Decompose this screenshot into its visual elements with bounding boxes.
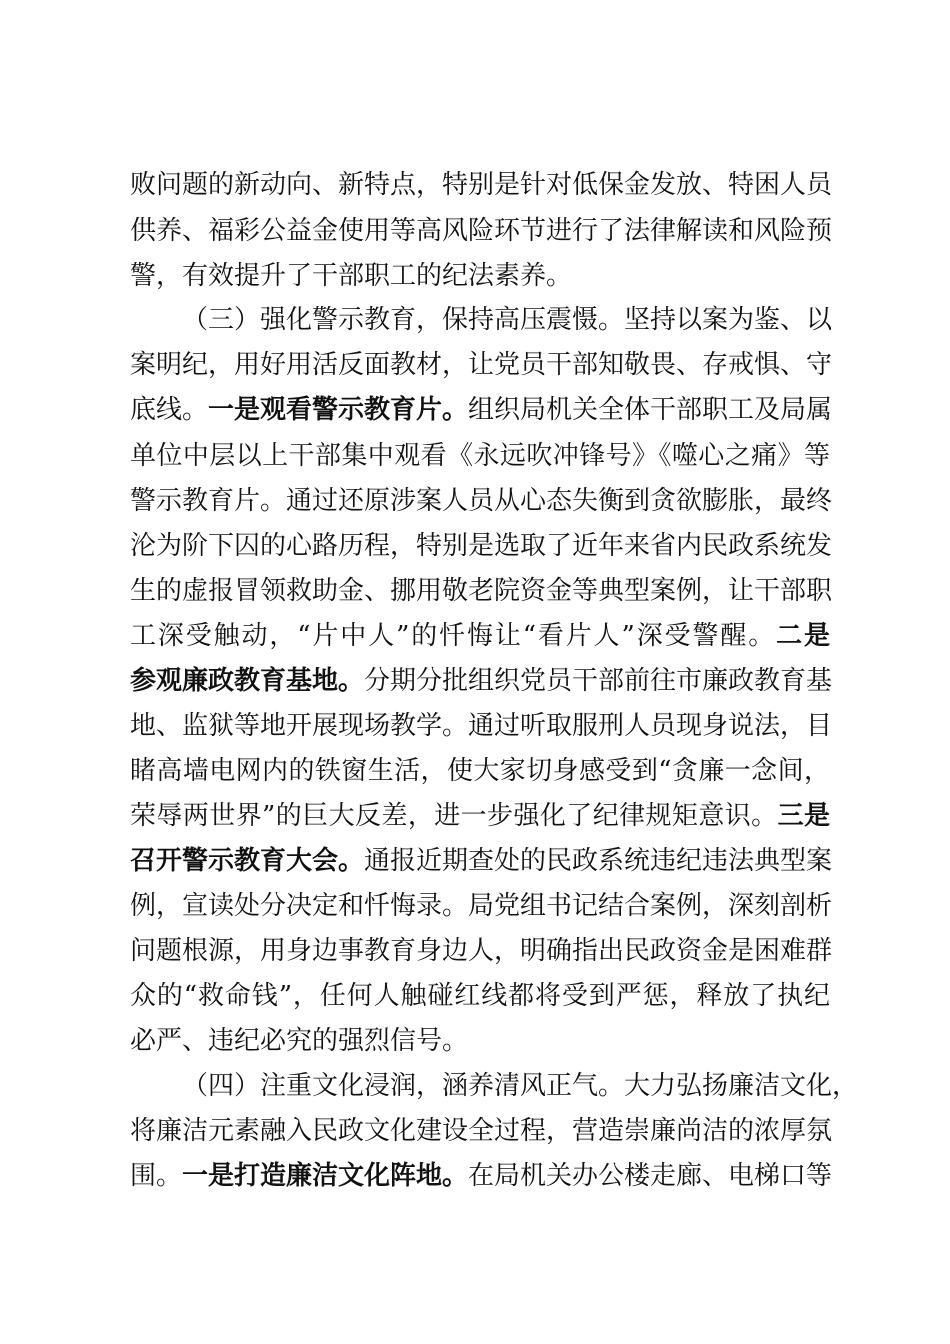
text-line <box>130 661 833 701</box>
text-span: 工深受触动，“片中人”的忏悔让“看片人”深受警醒。 <box>130 621 777 651</box>
text-line <box>130 481 833 521</box>
text-line <box>130 796 830 836</box>
text-span: 围。 <box>130 1161 183 1191</box>
text-span: 例，宣读处分决定和忏悔录。局党组书记结合案例，深刻剖析 <box>130 891 833 921</box>
text-span: 必严、违纪必究的强烈信号。 <box>130 1026 469 1056</box>
text-line <box>130 931 833 971</box>
text-line <box>130 1021 830 1061</box>
text-span: 荣辱两世界”的巨大反差，进一步强化了纪律规矩意识。 <box>130 801 778 831</box>
text-span: 单位中层以上干部集中观看《永远吹冲锋号》《噬心之痛》等 <box>130 441 830 471</box>
text-span: 睹高墙电网内的铁窗生活，使大家切身感受到“贪廉一念间， <box>130 756 830 786</box>
bold-text-span: 一是观看警示教育片。 <box>208 395 469 425</box>
text-span: 败问题的新动向、新特点，特别是针对低保金发放、特困人员 <box>130 170 833 200</box>
text-span: 底线。 <box>130 395 209 425</box>
text-span: 生的虚报冒领救助金、挪用敬老院资金等典型案例，让干部职 <box>130 576 833 606</box>
bold-text-span: 三是 <box>777 801 830 831</box>
text-line <box>130 841 833 881</box>
bold-text-span: 二是 <box>776 621 830 651</box>
text-span: 在局机关办公楼走廊、电梯口等 <box>468 1161 833 1191</box>
text-line <box>130 390 833 430</box>
text-span: （四）注重文化浸润，涵养清风正气。大力弘扬廉洁文化， <box>182 1071 859 1101</box>
text-line <box>130 165 833 205</box>
section-heading-line <box>130 300 833 340</box>
text-line <box>130 256 830 296</box>
text-span: 组织局机关全体干部职工及局属 <box>468 395 833 425</box>
text-span: 供养、福彩公益金使用等高风险环节进行了法律解读和风险预 <box>130 216 833 246</box>
text-span: 地、监狱等地开展现场教学。通过听取服刑人员现身说法，目 <box>130 711 833 741</box>
text-line <box>130 1111 833 1151</box>
text-line <box>130 751 830 791</box>
bold-text-span: 一是打造廉洁文化阵地。 <box>182 1161 469 1191</box>
text-span: 分期分批组织党员干部前往市廉政教育基 <box>364 666 833 696</box>
text-span: 将廉洁元素融入民政文化建设全过程，营造崇廉尚洁的浓厚氛 <box>130 1116 833 1146</box>
text-span: 案明纪，用好用活反面教材，让党员干部知敬畏、存戒惧、守 <box>130 350 833 380</box>
text-line <box>130 616 830 656</box>
text-span: （三）强化警示教育，保持高压震慑。坚持以案为鉴、以 <box>182 305 833 335</box>
text-line <box>130 436 830 476</box>
text-line <box>130 526 833 566</box>
text-line <box>130 571 833 611</box>
text-span: 警示教育片。通过还原涉案人员从心态失衡到贪欲膨胀，最终 <box>130 486 833 516</box>
text-span: 警，有效提升了干部职工的纪法素养。 <box>130 261 573 291</box>
text-line <box>130 886 833 926</box>
text-span: 沦为阶下囚的心路历程，特别是选取了近年来省内民政系统发 <box>130 531 833 561</box>
text-span: 问题根源，用身边事教育身边人，明确指出民政资金是困难群 <box>130 936 833 966</box>
text-span: 众的“救命钱”，任何人触碰红线都将受到严惩，释放了执纪 <box>130 981 830 1011</box>
text-span: 通报近期查处的民政系统违纪违法典型案 <box>364 846 833 876</box>
text-line <box>130 211 833 251</box>
section-heading-line <box>130 1066 859 1106</box>
bold-text-span: 召开警示教育大会。 <box>130 846 365 876</box>
text-line <box>130 1156 833 1196</box>
text-line <box>130 345 833 385</box>
bold-text-span: 参观廉政教育基地。 <box>130 666 365 696</box>
text-line <box>130 706 833 746</box>
text-line <box>130 976 830 1016</box>
